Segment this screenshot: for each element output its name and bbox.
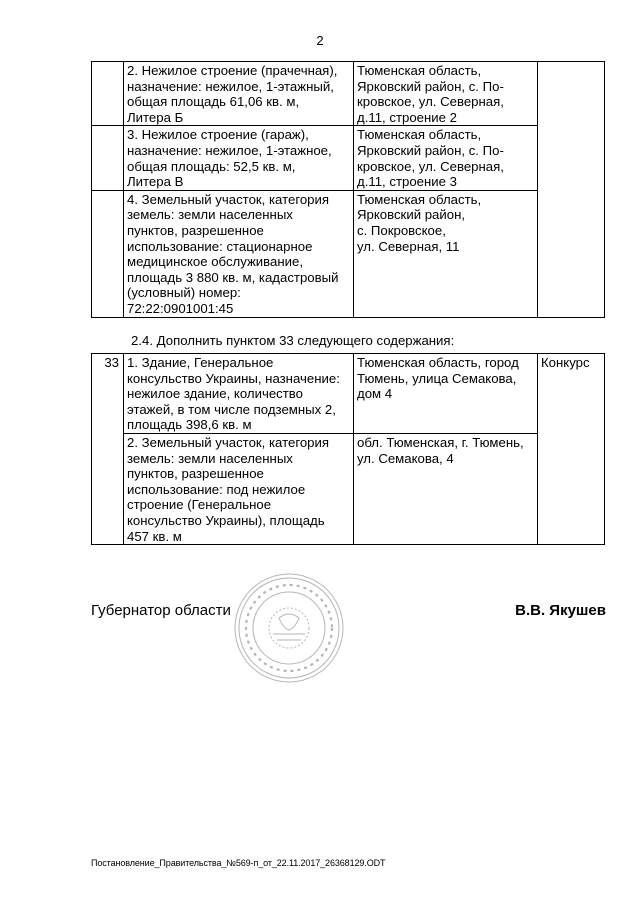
address-line: д.11, строение 2 (357, 109, 457, 125)
address-line: обл. Тюменская, г. Тюмень, (357, 434, 524, 450)
address-cell (354, 126, 538, 190)
object-line: общая площадь: 52,5 кв. м, (127, 158, 296, 174)
object-line: строение (Генеральное (127, 497, 272, 513)
document-filename-footer: Постановление_Правительства_№569-п_от_22.11.2017_26368129.ODT (91, 858, 386, 868)
table-row (92, 126, 605, 190)
object-line: пунктов, разрешенное (127, 466, 264, 482)
table-row (92, 62, 605, 126)
page-number: 2 (316, 33, 324, 48)
object-description-cell (124, 190, 354, 317)
address-line: кровское, ул. Северная, (357, 94, 504, 110)
governor-title: Губернатор области (91, 602, 231, 619)
address-line: Тюменская область, город (357, 355, 519, 370)
object-line: консульство Украины, назначение: (127, 370, 340, 386)
method-cell: Конкурс (538, 354, 605, 545)
object-line: 3. Нежилое строение (гараж), (127, 127, 309, 143)
address-line: Тюменская область, (357, 63, 482, 78)
official-seal-stamp (233, 572, 345, 684)
address-line: с. Покровское, (357, 222, 446, 238)
address-cell (354, 62, 538, 126)
address-line: кровское, ул. Северная, (357, 158, 504, 174)
object-line: площадь 3 880 кв. м, кадастровый (127, 269, 339, 285)
row-number-cell (92, 62, 124, 126)
address-line: дом 4 (357, 386, 393, 402)
object-line: назначение: нежилое, 1-этажное, (127, 142, 332, 158)
object-line: нежилое здание, количество (127, 386, 303, 402)
object-line: земель: земли населенных (127, 450, 293, 466)
object-line: назначение: нежилое, 1-этажный, (127, 78, 334, 94)
property-table-item-33 (91, 353, 605, 545)
object-line: использование: стационарное (127, 238, 313, 254)
address-line: Тюменская область, (357, 191, 482, 207)
property-table-continued (91, 61, 605, 318)
address-line: Ярковский район, с. По- (357, 78, 504, 94)
object-line: 457 кв. м (127, 528, 182, 544)
object-line: общая площадь 61,06 кв. м, (127, 94, 300, 110)
object-line: медицинское обслуживание, (127, 254, 304, 270)
address-line: ул. Северная, 11 (357, 238, 460, 254)
object-description-cell (124, 433, 354, 544)
object-line: 2. Нежилое строение (прачечная), (127, 63, 338, 78)
object-line: 2. Земельный участок, категория (127, 434, 330, 450)
table-row (92, 190, 605, 317)
object-description-cell (124, 126, 354, 190)
address-line: Тюмень, улица Семакова, (357, 370, 517, 386)
object-line: 72:22:0901001:45 (127, 300, 234, 316)
row-number-cell: 33 (92, 354, 124, 545)
address-line: Ярковский район, (357, 207, 466, 223)
object-line: консульство Украины), площадь (127, 512, 325, 528)
object-description-cell (124, 62, 354, 126)
row-number-cell (92, 190, 124, 317)
object-line: Литера В (127, 174, 184, 190)
address-cell (354, 433, 538, 544)
object-line: 1. Здание, Генеральное (127, 355, 274, 370)
object-line: использование: под нежилое (127, 481, 306, 497)
table-row (92, 354, 605, 434)
method-cell (538, 62, 605, 318)
governor-name: В.В. Якушев (515, 602, 606, 619)
address-cell (354, 354, 538, 434)
object-line: земель: земли населенных (127, 207, 293, 223)
object-line: 4. Земельный участок, категория (127, 191, 330, 207)
address-line: Тюменская область, (357, 127, 482, 143)
object-line: пунктов, разрешенное (127, 222, 264, 238)
table-row (92, 433, 605, 544)
address-line: ул. Семакова, 4 (357, 450, 454, 466)
row-number-cell (92, 126, 124, 190)
object-line: (условный) номер: (127, 285, 241, 301)
object-line: этажей, в том числе подземных 2, (127, 401, 336, 417)
object-line: Литера Б (127, 109, 184, 125)
amendment-paragraph: 2.4. Дополнить пунктом 33 следующего содержания: (131, 333, 455, 348)
address-cell (354, 190, 538, 317)
object-line: площадь 398,6 кв. м (127, 417, 252, 433)
address-line: д.11, строение 3 (357, 174, 457, 190)
object-description-cell (124, 354, 354, 434)
address-line: Ярковский район, с. По- (357, 142, 504, 158)
